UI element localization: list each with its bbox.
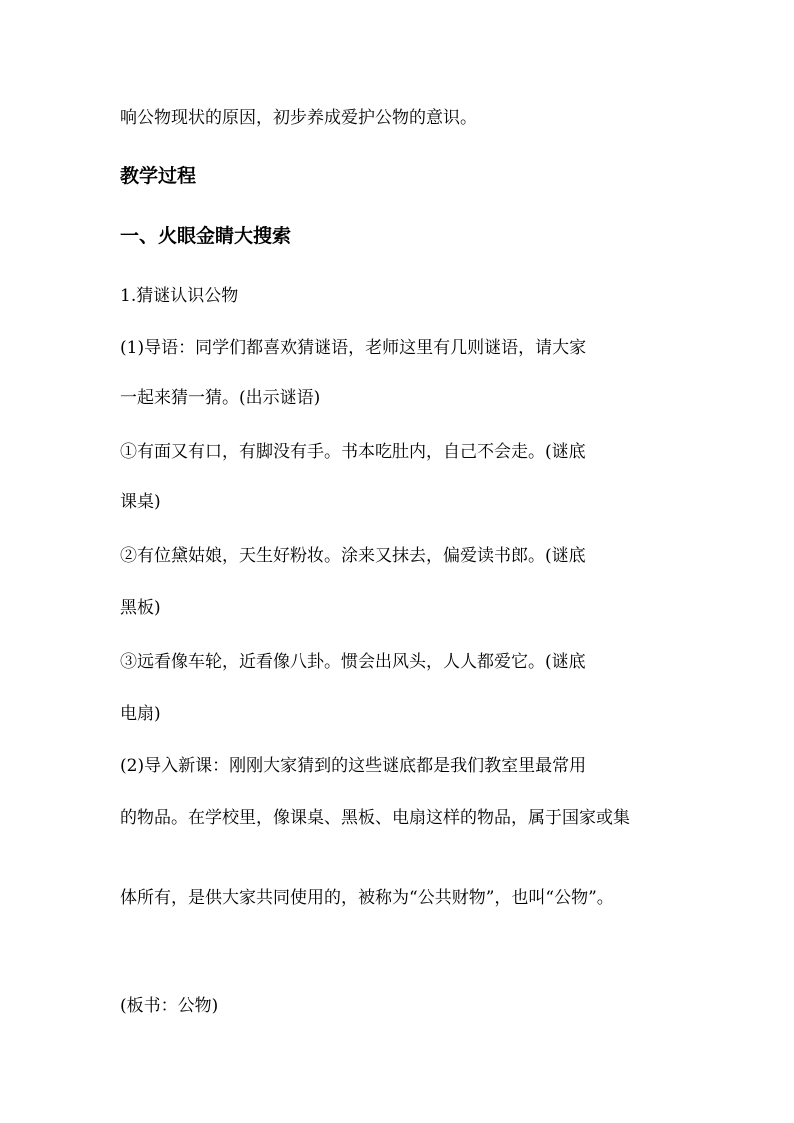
- board-note: (板书：公物): [120, 996, 219, 1016]
- section-heading: 教学过程: [120, 165, 197, 187]
- riddle-1-answer: 课桌): [120, 492, 161, 512]
- riddle-2-answer: 黑板): [120, 598, 161, 618]
- step2-text: (2)导入新课：刚刚大家猜到的这些谜底都是我们教室里最常用: [120, 756, 587, 776]
- subsection-title: 1.猜谜认识公物: [120, 286, 239, 306]
- step1-text: (1)导语：同学们都喜欢猜谜语，老师这里有几则谜语，请大家: [120, 338, 587, 358]
- step1-continuation: 一起来猜一猜。(出示谜语): [120, 388, 321, 408]
- riddle-3-answer: 电扇): [120, 704, 161, 724]
- part-heading: 一、火眼金睛大搜索: [120, 225, 292, 247]
- intro-tail-text: 响公物现状的原因，初步养成爱护公物的意识。: [120, 108, 477, 128]
- riddle-2: ②有位黛姑娘，天生好粉妆。涂来又抹去，偏爱读书郎。(谜底: [120, 546, 586, 566]
- riddle-1: ①有面又有口，有脚没有手。书本吃肚内，自己不会走。(谜底: [120, 442, 586, 462]
- step2-continuation-2: 体所有，是供大家共同使用的，被称为“公共财物”，也叫“公物”。: [120, 888, 614, 908]
- riddle-3: ③远看像车轮，近看像八卦。惯会出风头，人人都爱它。(谜底: [120, 652, 586, 672]
- step2-continuation: 的物品。在学校里，像课桌、黑板、电扇这样的物品，属于国家或集: [120, 808, 630, 828]
